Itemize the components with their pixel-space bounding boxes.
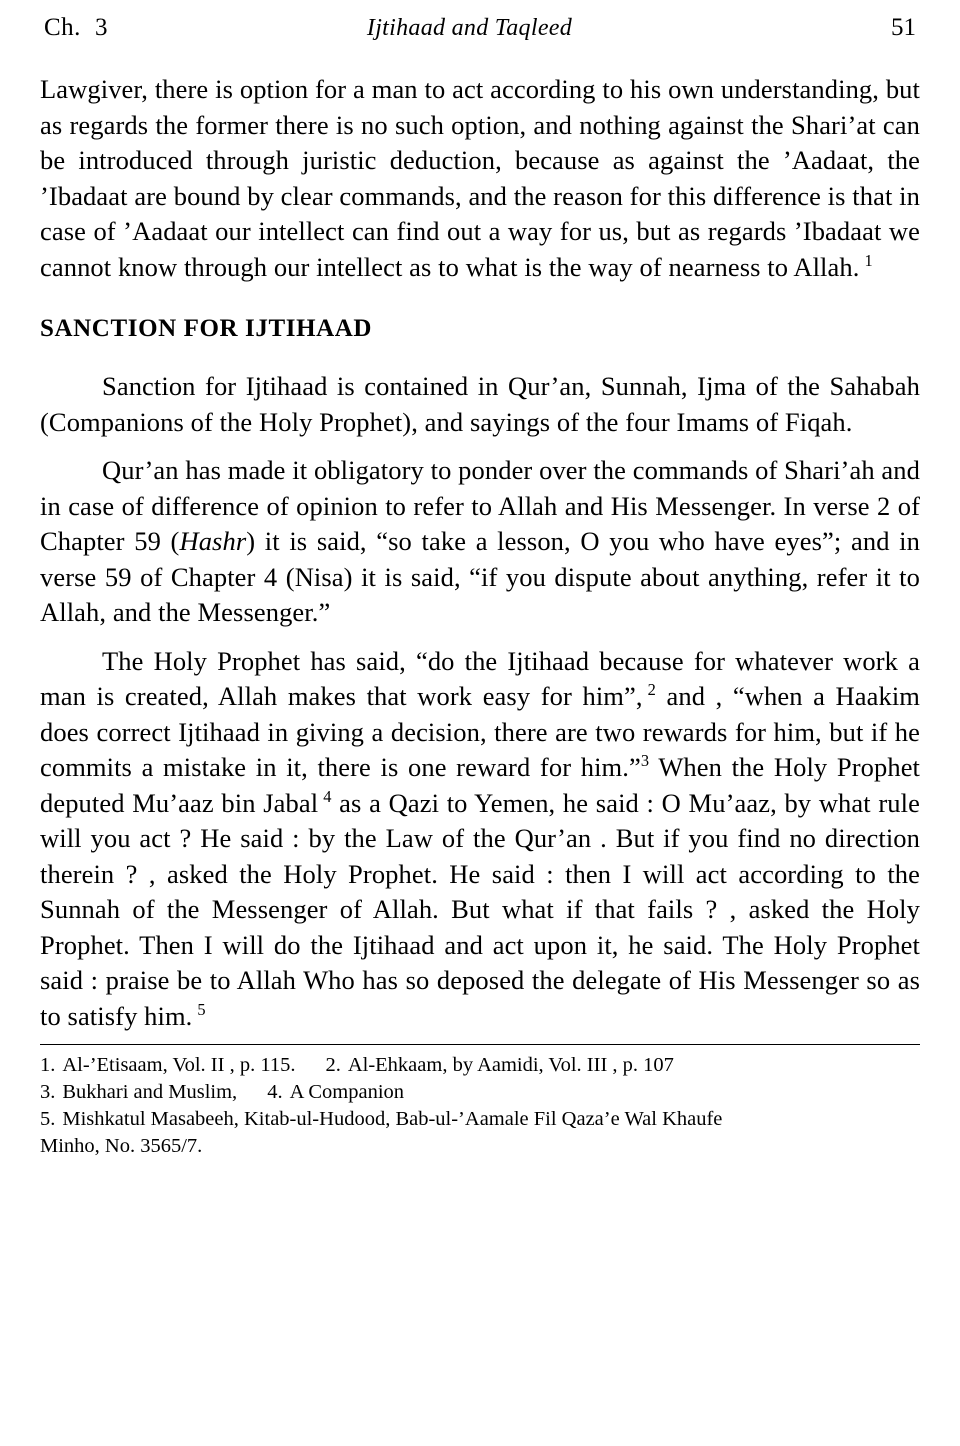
paragraph-4-part-a: The Holy Prophet has said, “do the Ijtihaad because for whatever work a man is created, Allah makes that work easy for him”,	[40, 645, 920, 711]
chapter-number: 3	[94, 14, 108, 41]
footnote-text-4: A Companion	[289, 1081, 405, 1103]
footnote-continuation: Minho, No. 3565/7.	[40, 1135, 203, 1157]
footnote-text-5: Mishkatul Masabeeh, Kitab-ul-Hudood, Bab-ul-’Aamale Fil Qaza’e Wal Khaufe	[62, 1108, 723, 1130]
footnote-separator	[40, 1044, 920, 1045]
paragraph-3-part-b: ) it is said, “so take a lesson, O you who have eyes”; and in verse 59 of Chapter 4 (Nisa) it is said, “if you dispute about anything, refer it to Allah, and the Messenger.”	[40, 526, 920, 627]
footnote-number-1: 1.	[40, 1054, 56, 1076]
footnote-number-2: 2.	[325, 1054, 341, 1076]
page-number: 51	[891, 14, 916, 41]
running-head	[44, 14, 916, 42]
footnote-ref-3: 3	[640, 751, 650, 771]
footnote-text-1: Al-’Etisaam, Vol. II , p. 115.	[62, 1054, 296, 1076]
body-text	[40, 72, 920, 1034]
chapter-label: Ch.	[44, 14, 81, 41]
footnote-number-4: 4.	[267, 1081, 283, 1103]
footnote-line-3	[40, 1106, 920, 1133]
footnote-ref-5: 5	[197, 999, 206, 1019]
footnote-number-3: 3.	[40, 1081, 56, 1103]
footnote-text-2: Al-Ehkaam, by Aamidi, Vol. III , p. 107	[347, 1054, 674, 1076]
paragraph-3	[40, 453, 920, 631]
section-heading: SANCTION FOR IJTIHAAD	[40, 315, 373, 342]
verse-reference-italic: Hashr	[179, 526, 247, 556]
paragraph-4-part-b: and , “when a Haakim does correct Ijtihaad in giving a decision, there are two rewards for him, but if he commits a mistake in it, there is one reward for him.”	[40, 681, 920, 782]
paragraph-2: Sanction for Ijtihaad is contained in Qur’an, Sunnah, Ijma of the Sahabah (Companions of the Holy Prophet), and sayings of the four Imams of Fiqah.	[40, 371, 920, 437]
footnote-line-1	[40, 1052, 920, 1079]
book-title: Ijtihaad and Taqleed	[366, 15, 573, 41]
chapter-marker	[44, 14, 108, 42]
footnote-ref-1: 1	[864, 250, 873, 270]
footnote-line-2	[40, 1079, 920, 1106]
footnote-ref-4: 4	[323, 786, 332, 806]
paragraph-4	[40, 644, 920, 1035]
paragraph-4-part-c: When the Holy Prophet deputed Mu’aaz bin Jabal	[40, 752, 921, 818]
footnote-number-5: 5.	[40, 1108, 56, 1130]
paragraph-1	[40, 72, 920, 285]
paragraph-1-text: Lawgiver, there is option for a man to act according to his own understanding, but as regards the former there is no such option, and nothing against the Shari’at can be introduced through juristic deduction, because as against the ’Aadaat, the ’Ibadaat are bound by clear commands, and the reason for this difference is that in case of ’Aadaat our intellect can find out a way for us, but as regards ’Ibadaat we cannot know through our intellect as to what is the way of nearness to Allah.	[40, 74, 920, 282]
paragraph-3-part-a: Qur’an has made it obligatory to ponder over the commands of Shari’ah and in case of difference of opinion to refer to Allah and His Messenger. In verse 2 of Chapter 59 (	[40, 455, 920, 556]
footnote-ref-2: 2	[647, 680, 656, 700]
footnotes-block	[40, 1052, 920, 1160]
footnote-text-3: Bukhari and Muslim,	[62, 1081, 238, 1103]
paragraph-4-part-d: as a Qazi to Yemen, he said : O Mu’aaz, by what rule will you act ? He said : by the Law of the Qur’an . But if you find no direction therein ? , asked the Holy Prophet. He said : then I will act according to the Sunnah of the Messenger of Allah. But what if that fails ? , asked the Holy Prophet. Then I will do the Ijtihaad and act upon it, he said. The Holy Prophet said : praise be to Allah Who has so deposed the delegate of His Messenger so as to satisfy him.	[40, 787, 920, 1031]
